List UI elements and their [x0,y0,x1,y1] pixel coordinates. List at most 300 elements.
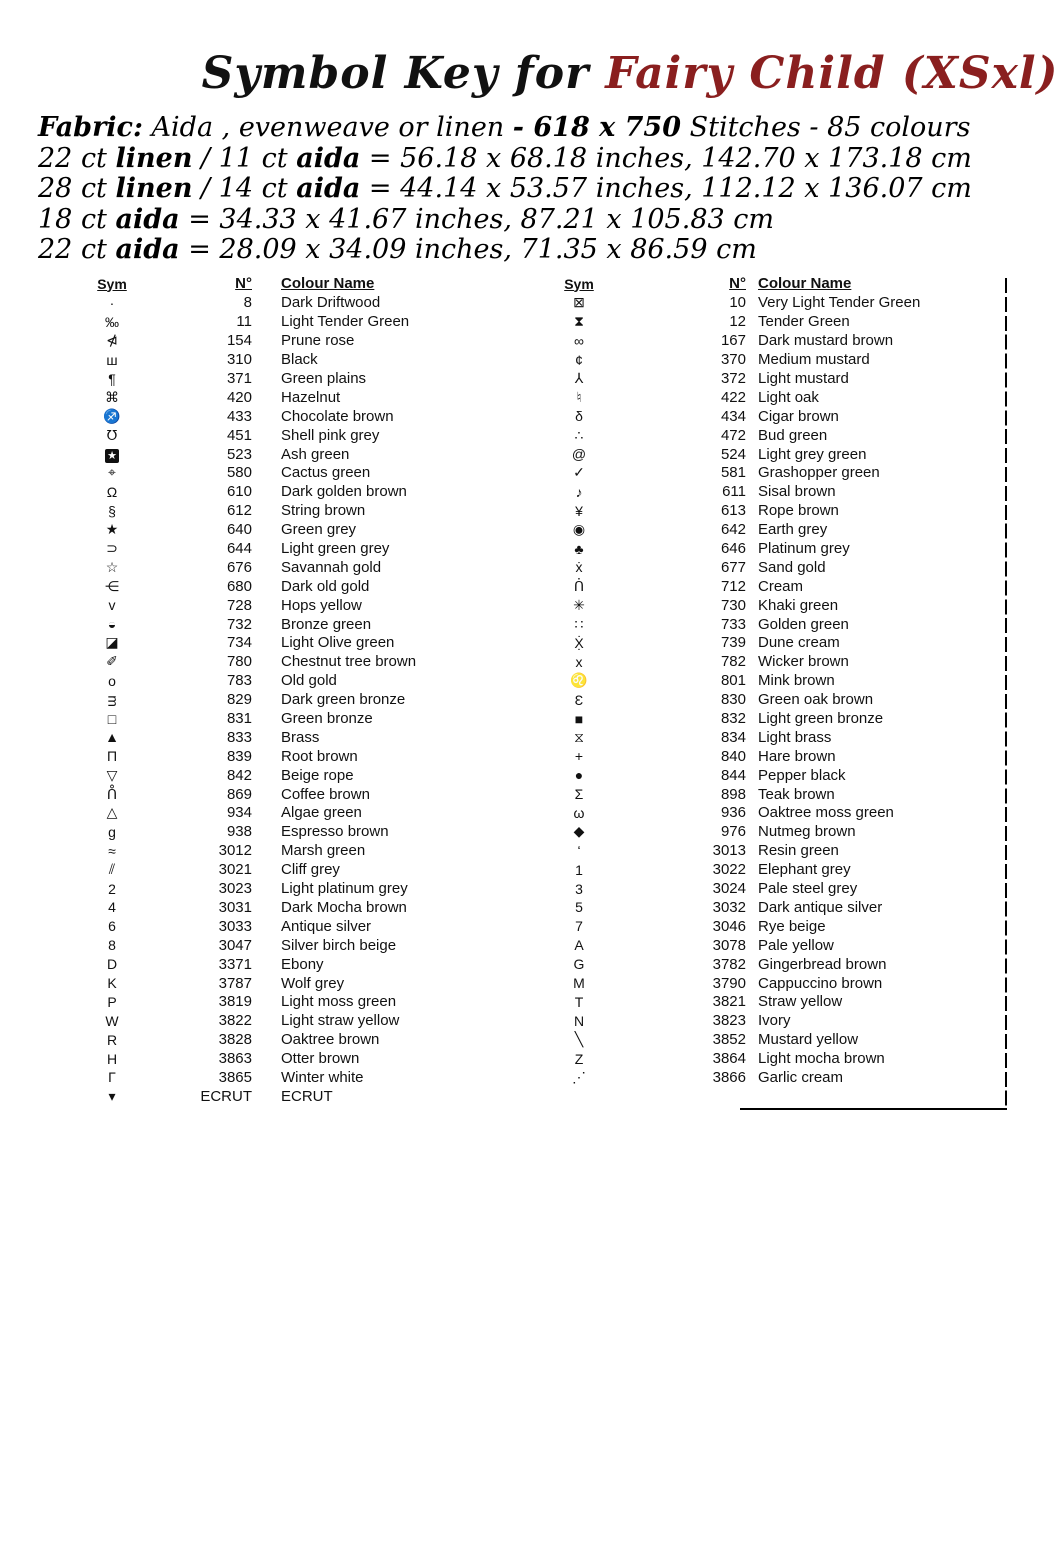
symbol-cell [548,1031,610,1048]
page-title [195,48,1060,99]
table-row [548,1049,1006,1068]
stitch-symbol: ᴟ [107,691,117,708]
header-colour-name: Colour Name [281,275,375,292]
colour-name-cell: Black [281,351,318,369]
number-cell: 728 [226,596,252,614]
colour-name-cell: Rope brown [758,502,839,520]
table-row [548,1030,1006,1049]
stitch-symbol: Ẋ̣ [574,634,584,651]
number-cell: 680 [226,577,252,595]
colour-name-cell: Dune cream [758,634,840,652]
colour-name-cell: Winter white [281,1068,364,1086]
symbol-cell [548,881,610,897]
table-row [548,652,1006,671]
fabric-line: 18 ct aida = 34.33 x 41.67 inches, 87.21 x 105.83 cm [38,203,774,235]
symbol-cell [80,332,144,349]
colour-name-cell: Chestnut tree brown [281,653,417,671]
symbol-cell [80,314,144,330]
symbol-cell [548,1013,610,1029]
colour-name-cell: Dark old gold [281,577,370,595]
colour-name-cell: Root brown [281,747,358,765]
colour-name-cell: Prune rose [281,332,355,350]
stitch-symbol: ⊠ [573,294,585,311]
table-row [80,822,502,841]
table-row [548,426,1006,445]
stitch-symbol: K [107,975,117,991]
colour-name-cell: Green grey [281,521,357,539]
colour-name-cell: Dark mustard brown [758,332,894,350]
symbol-cell [548,408,610,424]
stitch-symbol: o [108,672,116,689]
number-cell: 154 [226,332,252,350]
table-row [548,294,1006,313]
symbol-cell [80,692,144,708]
number-cell: 842 [226,766,252,784]
colour-name-cell: Dark Driftwood [281,294,381,312]
symbol-cell [80,389,144,406]
symbol-table-right [548,274,1006,1087]
table-row [80,445,502,464]
stitch-symbol: G [573,956,585,973]
number-cell: 3024 [712,880,746,898]
stitch-symbol: T [574,993,584,1010]
symbol-cell [80,653,144,670]
colour-name-cell: Cream [758,577,804,595]
colour-name-cell: Cliff grey [281,861,340,879]
number-cell: 610 [226,483,252,501]
number-cell: 3790 [712,974,746,992]
symbol-cell [80,1051,144,1067]
colour-name-cell: Hazelnut [281,388,341,406]
table-row [80,1087,502,1106]
colour-name-cell: Sand gold [758,558,826,576]
symbol-cell [80,295,144,311]
stitch-symbol: ⅄ [574,370,584,386]
stitch-symbol: ▲ [105,729,119,746]
number-cell: 783 [226,672,252,690]
stitch-symbol: @ [571,446,587,463]
table-row [80,369,502,388]
symbol-cell [80,464,144,481]
symbol-cell [80,503,144,519]
table-row [80,482,502,501]
number-cell: 3012 [218,842,252,860]
table-row [548,804,1006,823]
number-cell: 3823 [712,1012,746,1030]
stitch-symbol: x [575,653,583,670]
number-cell: 3865 [218,1068,252,1086]
stitch-symbol: 8 [108,937,116,954]
number-cell: 3022 [712,861,746,879]
table-header-row [548,274,1006,294]
stitch-symbol: + [574,748,584,765]
table-row [80,426,502,445]
symbol-cell [80,881,144,897]
header-colour-name: Colour Name [758,275,852,292]
colour-name-cell: Green bronze [281,710,373,728]
colour-name-cell: Sisal brown [758,483,836,501]
number-cell: 422 [720,388,746,406]
symbol-cell [548,918,610,934]
table-row [80,464,502,483]
colour-name-cell: Oaktree brown [281,1031,380,1049]
table-row [80,1011,502,1030]
symbol-cell [548,313,610,330]
number-cell: 3078 [712,936,746,954]
number-cell: 934 [226,804,252,822]
table-row [80,350,502,369]
stitch-symbol: g [108,823,116,840]
colour-name-cell: Tender Green [758,313,850,331]
stitch-symbol: ◆ [573,823,585,840]
table-row [80,577,502,596]
symbol-cell [80,559,144,576]
symbol-table-left [80,274,502,1106]
number-cell: 3864 [712,1050,746,1068]
stitch-symbol: ¢ [575,351,583,368]
symbol-cell [80,540,144,557]
table-row [80,520,502,539]
number-cell: 451 [226,426,252,444]
symbol-cell [548,786,610,802]
colour-name-cell: Green oak brown [758,691,874,709]
symbol-cell [548,541,610,557]
table-row [548,898,1006,917]
dashed-cut-line-vertical [1005,278,1007,1110]
stitch-symbol: △ [106,804,118,821]
number-cell: 420 [226,388,252,406]
colour-name-cell: Garlic cream [758,1068,844,1086]
colour-name-cell: Khaki green [758,596,839,614]
table-row [548,1068,1006,1087]
stitch-symbol: 5 [575,899,583,916]
stitch-symbol: ✳ [573,596,585,613]
colour-name-cell: Light mocha brown [758,1050,885,1068]
colour-name-cell: Dark antique silver [758,898,883,916]
table-row [80,860,502,879]
table-row [548,860,1006,879]
stitch-symbol: Ω [106,483,118,500]
symbol-cell [548,843,610,859]
number-cell: 310 [226,351,252,369]
number-cell: 3852 [712,1031,746,1049]
number-cell: 581 [720,464,746,482]
stitch-symbol: ♪ [575,483,583,500]
symbol-cell [548,503,610,519]
symbol-cell [80,861,144,878]
stitch-symbol: § [108,502,116,519]
symbol-cell [80,711,144,727]
table-row [548,879,1006,898]
number-cell: 10 [729,294,746,312]
symbol-cell [548,389,610,406]
number-cell: 3013 [712,842,746,860]
table-row [548,388,1006,407]
stitch-symbol: A [574,937,584,954]
number-cell: 676 [226,558,252,576]
colour-name-cell: Cigar brown [758,407,839,425]
symbol-cell [80,1088,144,1105]
stitch-symbol: D [106,956,118,973]
stitch-symbol: R [106,1031,118,1048]
stitch-symbol: ∷ [574,615,584,632]
number-cell: 612 [226,502,252,520]
table-row [548,331,1006,350]
number-cell: 3819 [218,993,252,1011]
colour-name-cell: Very Light Tender Green [758,294,921,312]
stitch-symbol: ⋰ [572,1068,586,1085]
stitch-symbol: Π [106,748,118,765]
stitch-symbol: 6 [108,918,116,935]
table-row [80,936,502,955]
symbol-cell [548,635,610,651]
table-row [548,766,1006,785]
table-row [548,974,1006,993]
symbol-cell [80,521,144,538]
number-cell: 840 [720,747,746,765]
stitch-symbol: M [573,975,585,991]
number-cell: 834 [720,728,746,746]
number-cell: 3047 [218,936,252,954]
symbol-cell [80,824,144,840]
table-row [548,671,1006,690]
stitch-symbol: ╲ [574,1031,584,1048]
table-row [80,1049,502,1068]
table-row [80,558,502,577]
colour-name-cell: Elephant grey [758,861,851,879]
stitch-symbol: ★ [105,521,119,538]
colour-name-cell: Ivory [758,1012,791,1030]
symbol-cell [80,767,144,784]
number-cell: 3046 [712,917,746,935]
stitch-symbol: ✓ [573,464,585,481]
symbol-cell [548,559,610,575]
colour-name-cell: Pale steel grey [758,880,858,898]
symbol-cell [80,446,144,463]
table-row [80,690,502,709]
table-row [548,407,1006,426]
stitch-symbol: Z [574,1050,584,1067]
page-title-black: Symbol Key for [201,48,590,99]
colour-name-cell: Chocolate brown [281,407,394,425]
colour-name-cell: Otter brown [281,1050,360,1068]
page-title-pattern-name: Fairy Child (XSxl) [605,48,1059,99]
symbol-cell [548,767,610,783]
stitch-symbol: ♐ [103,407,121,424]
colour-name-cell: Hops yellow [281,596,362,614]
fabric-line: 22 ct linen / 11 ct aida = 56.18 x 68.18 inches, 142.70 x 173.18 cm [38,142,972,174]
number-cell: 732 [226,615,252,633]
colour-name-cell: Light Tender Green [281,313,410,331]
colour-name-cell: Marsh green [281,842,366,860]
colour-name-cell: Grashopper green [758,464,880,482]
number-cell: 167 [720,332,746,350]
symbol-cell [548,729,610,746]
stitch-symbol: ⫽ [108,861,116,878]
table-row [548,501,1006,520]
number-cell: 3021 [218,861,252,879]
colour-name-cell: Dark golden brown [281,483,407,501]
table-row [80,388,502,407]
colour-name-cell: Mink brown [758,672,835,690]
stitch-symbol: 4 [108,899,116,916]
symbol-cell [548,427,610,444]
stitch-symbol: ▾ [108,1087,116,1104]
symbol-cell [548,1051,610,1067]
table-row [548,482,1006,501]
colour-name-cell: Beige rope [281,766,354,784]
number-cell: 829 [226,691,252,709]
stitch-symbol: ⋲ [105,577,119,594]
colour-name-cell: Bud green [758,426,828,444]
stitch-symbol: ᴠ [108,597,116,614]
colour-name-cell: Shell pink grey [281,426,380,444]
frame-line-horizontal [740,1108,1007,1110]
symbol-cell [548,597,610,614]
colour-name-cell: Light moss green [281,993,397,1011]
symbol-cell [80,786,144,803]
table-row [80,992,502,1011]
symbol-cell [80,937,144,953]
colour-name-cell: Old gold [281,672,337,690]
colour-name-cell: Cappuccino brown [758,974,883,992]
symbol-cell [80,408,144,425]
table-row [548,520,1006,539]
stitch-symbol: Σ [574,786,584,803]
number-cell: 739 [720,634,746,652]
colour-name-cell: String brown [281,502,366,520]
colour-name-cell: Light grey green [758,445,867,463]
symbol-cell [80,597,144,613]
table-row [548,917,1006,936]
table-row [80,785,502,804]
number-cell: 677 [720,558,746,576]
stitch-symbol: ☆ [105,558,119,575]
colour-name-cell: Wolf grey [281,974,345,992]
table-row [548,539,1006,558]
table-row [548,747,1006,766]
stitch-symbol: ♌ [570,672,588,689]
colour-name-cell: Hare brown [758,747,836,765]
table-row [548,312,1006,331]
symbol-cell [548,654,610,670]
colour-name-cell: Light straw yellow [281,1012,400,1030]
table-row [80,1030,502,1049]
stitch-symbol: ▽ [106,766,118,783]
table-row [80,898,502,917]
stitch-symbol: ♮ [576,388,582,405]
table-row [548,936,1006,955]
colour-name-cell: Coffee brown [281,785,370,803]
colour-name-cell: Ebony [281,955,324,973]
symbol-cell [80,634,144,651]
symbol-cell [548,937,610,953]
number-cell: 936 [720,804,746,822]
colour-name-cell: Cactus green [281,464,371,482]
symbol-cell [80,427,144,444]
colour-name-cell: Light green bronze [758,710,884,728]
symbol-cell [80,729,144,745]
colour-name-cell: Teak brown [758,785,835,803]
number-cell: 472 [720,426,746,444]
stitch-symbol: Γ [108,1069,116,1086]
number-cell: 898 [720,785,746,803]
table-row [548,577,1006,596]
number-cell: 3822 [218,1012,252,1030]
symbol-cell [80,616,144,632]
number-cell: 844 [720,766,746,784]
stitch-symbol: ∞ [574,332,584,349]
number-cell: 976 [720,823,746,841]
number-cell: 3821 [712,993,746,1011]
number-cell: 839 [226,747,252,765]
stitch-symbol: · [109,294,115,311]
table-row [80,501,502,520]
fabric-line: 28 ct linen / 14 ct aida = 44.14 x 53.57 inches, 112.12 x 136.07 cm [38,173,972,204]
colour-name-cell: Earth grey [758,521,828,539]
colour-name-cell: Wicker brown [758,653,849,671]
table-row [80,312,502,331]
number-cell: 801 [720,672,746,690]
table-row [548,558,1006,577]
colour-name-cell: Golden green [758,615,849,633]
symbol-cell [80,484,144,500]
colour-name-cell: Bronze green [281,615,372,633]
number-cell: 3866 [712,1068,746,1086]
table-row [548,992,1006,1011]
table-row [80,634,502,653]
stitch-symbol: ◒ [107,616,117,633]
stitch-symbol: 1 [575,861,583,878]
symbol-cell [80,975,144,991]
stitch-symbol: P [107,993,117,1010]
table-row [80,747,502,766]
stitch-symbol: ш [106,351,118,368]
symbol-cell [80,1069,144,1085]
number-cell: 12 [729,313,746,331]
number-cell: 833 [226,728,252,746]
stitch-symbol: ‰ [105,313,119,330]
number-cell: 832 [720,710,746,728]
stitch-symbol: ¶ [108,370,116,387]
table-header-row [80,274,502,294]
colour-name-cell: Brass [281,728,320,746]
number-cell: 831 [226,710,252,728]
number-cell: 371 [226,370,252,387]
stitch-symbol: ∴ [574,426,584,443]
symbol-cell [80,994,144,1010]
symbol-cell [80,1032,144,1048]
table-row [548,464,1006,483]
table-body-right [548,294,1006,1087]
stitch-symbol: ω [573,804,585,821]
colour-name-cell: Silver birch beige [281,936,397,954]
table-row [80,917,502,936]
symbol-cell [548,672,610,689]
colour-name-cell: Resin green [758,842,839,860]
symbol-cell [548,616,610,633]
colour-name-cell: Light brass [758,728,832,746]
stitch-symbol: 7 [575,918,583,935]
symbol-cell [548,975,610,991]
number-cell: 370 [720,351,746,369]
stitch-symbol: H [106,1050,118,1067]
number-cell: ECRUT [200,1087,252,1105]
table-row [80,879,502,898]
colour-name-cell: Medium mustard [758,351,870,369]
stitch-symbol: ★ [105,449,119,463]
number-cell: 3787 [218,974,252,992]
